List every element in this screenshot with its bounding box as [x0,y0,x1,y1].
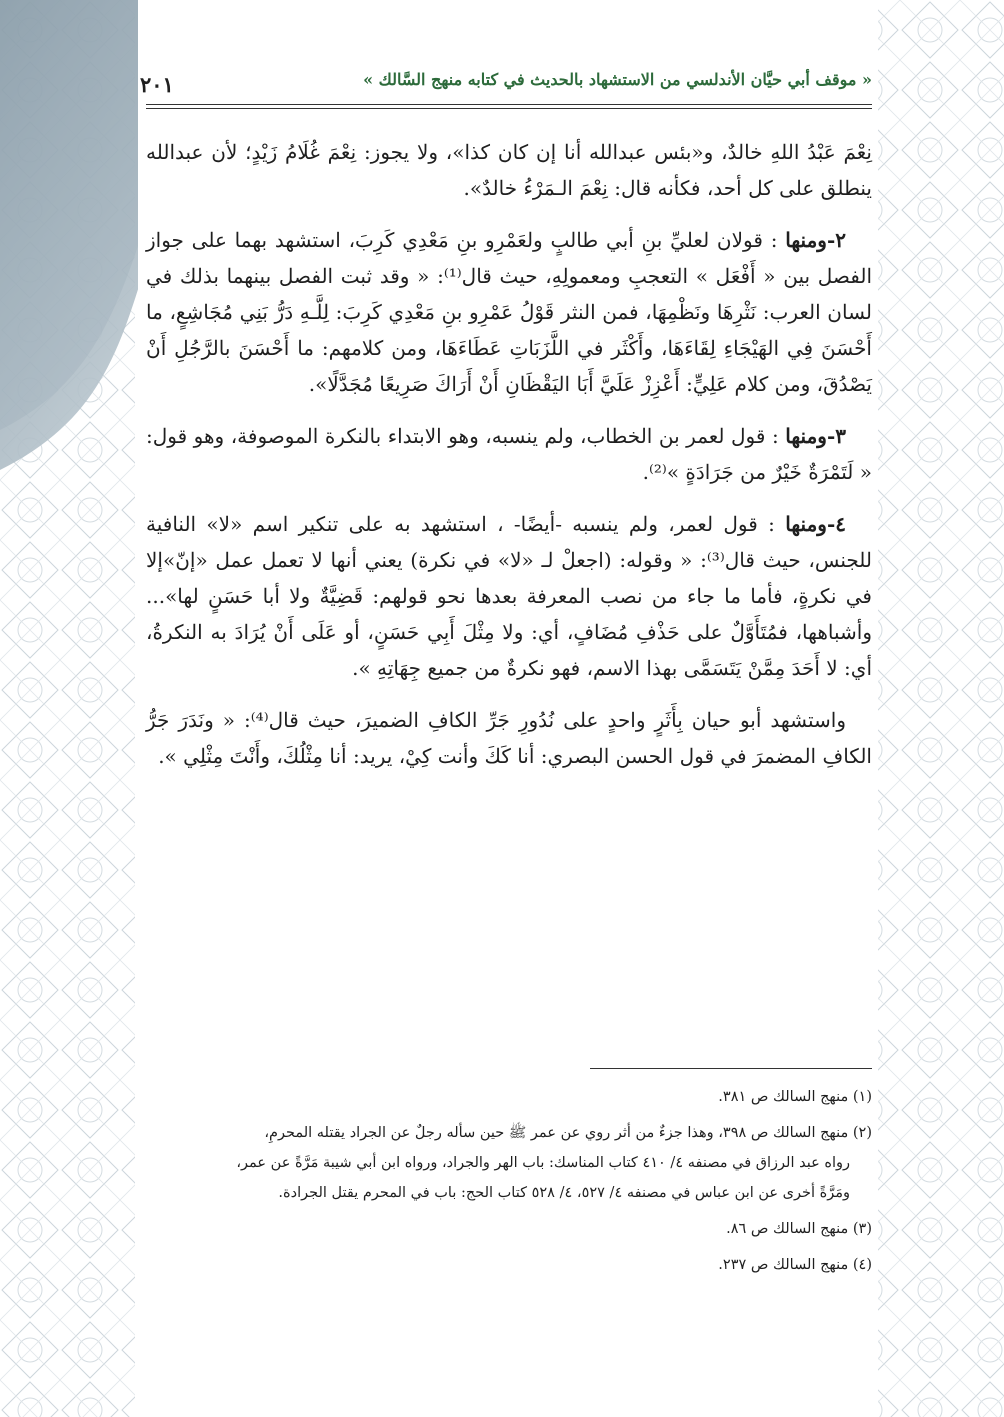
item-lead: ومنها [785,424,827,448]
item-number: ٢- [826,228,846,252]
running-header [130,66,872,106]
footnote-2-line-2: رواه عبد الرزاق في مصنفه ٤/ ٤١٠ كتاب المناسك: باب الهر والجراد، ورواه ابن أبي شيبة مَرَّةً عن عمر، [236,1155,850,1171]
footnote-1: (١) منهج السالك ص ٣٨١. [718,1089,872,1105]
footnotes [146,1082,872,1286]
paragraph-1: نِعْمَ عَبْدُ اللهِ خالدٌ، و«بئس عبدالله أنا إن كان كذا»، ولا يجوز: نِعْمَ غُلَامُ زَيْدٍ؛ لأن عبدالله ينطلق على كل أحد، فكأنه قال: نِعْمَ الـمَرْءُ خالدٌ». [146,140,872,200]
paragraph-5: واستشهد أبو حيان بِأَثَرٍ واحدٍ على نُدُورِ جَرِّ الكافِ الضميرَ، حيث قال⁽⁴⁾: « ونَدَرَ جَرُّ الكافِ المضمرَ في قول الحسن البصري: أنا كَكَ وأنت كِيْ، يريد: أنا مِثْلُكَ، وأَنْتَ مِثْلِي ». [146,708,872,768]
item-lead: ومنها [785,512,827,536]
footnote-4: (٤) منهج السالك ص ٢٣٧. [718,1257,872,1273]
page-number: ٢٠١ [140,72,174,97]
item-number: ٣- [826,424,846,448]
item-lead: ومنها [785,228,827,252]
footnote-divider [590,1068,872,1069]
paragraph-text: : قولان لعليِّ بنِ أبي طالبٍ ولعَمْرِو بنِ مَعْدِي كَرِبَ، استشهد بهما على جواز الفصل بين « أَفْعَل » التعجبِ ومعمولِهِ، حيث قال⁽¹⁾: « وقد ثبت الفصل بينهما بذلك في لسان العرب: نَثْرِهَا ونَظْمِهَا، فمن النثر قَوْلُ عَمْرِو بنِ مَعْدِي كَرِبَ: لِلَّـهِ دَرُّ بَنِي مُجَاشِعٍ، ما أَحْسَنَ فِي الهَيْجَاءِ لِقَاءَهَا، وأَكْثَر في اللَّزَبَاتِ عَطَاءَهَا، ومن كلامهم: ما أَحْسَنَ بالرَّجُلِ أَنْ يَصْدُقَ، ومن كلام عَلِيٍّ: أَعْزِزْ عَلَيَّ أَبَا اليَقْظَانِ أَنْ أَرَاكَ صَرِيعًا مُجَدَّلًا». [146,228,873,396]
footnote-2-line-1: (٢) منهج السالك ص ٣٩٨، وهذا جزءٌ من أثر روي عن عمر ﷺ حين سأله رجلٌ عن الجراد يقتله المحرمِ، [264,1125,872,1141]
body-text [146,134,872,790]
footnote-2 [146,1118,872,1208]
footnote-2-line-3: ومَرَّةً أخرى عن ابن عباس في مصنفه ٤/ ٥٢٧، ٤/ ٥٢٨ كتاب الحج: باب في المحرم يقتل الجرادة. [278,1185,850,1201]
running-title: « موقف أبي حيَّان الأندلسي من الاستشهاد بالحديث في كتابه منهج السَّالك » [363,70,872,89]
paragraph-text: : قول لعمر، ولم ينسبه -أيضًا- ، استشهد به على تنكير اسم «لا» النافية للجنس، حيث قال⁽³⁾: « وقوله: (اجعلْ لـ «لا» في نكرة) يعني أنها لا تعمل عمل «إنّ»إلا في نكرةٍ، فأما ما جاء من نصب المعرفة بعدها نحو قولهم: قَضِيَّةٌ ولا أبا حَسَنٍ لها»... وأشباهها، فمُتَأَوَّلٌ على حَذْفِ مُضَافٍ، أي: ولا مِثْلَ أَبِي حَسَنٍ، أو عَلَى أَنْ يُرَادَ به النكرةُ، أي: لا أَحَدَ مِمَّنْ يَتَسَمَّى بهذا الاسم، فهو نكرةٌ من جميع جِهَاتِهِ ». [146,512,873,680]
footnote-3: (٣) منهج السالك ص ٨٦. [726,1221,872,1237]
header-divider [146,104,872,109]
paragraph-4 [146,506,872,686]
paragraph-text: : قول لعمر بن الخطاب، ولم ينسبه، وهو الابتداء بالنكرة الموصوفة، وهو قول: « لَتَمْرَةٌ خَيْرٌ من جَرَادَةٍ »⁽²⁾. [146,424,872,484]
item-number: ٤- [826,512,847,536]
paragraph-3 [146,418,872,490]
paragraph-2 [146,222,872,402]
